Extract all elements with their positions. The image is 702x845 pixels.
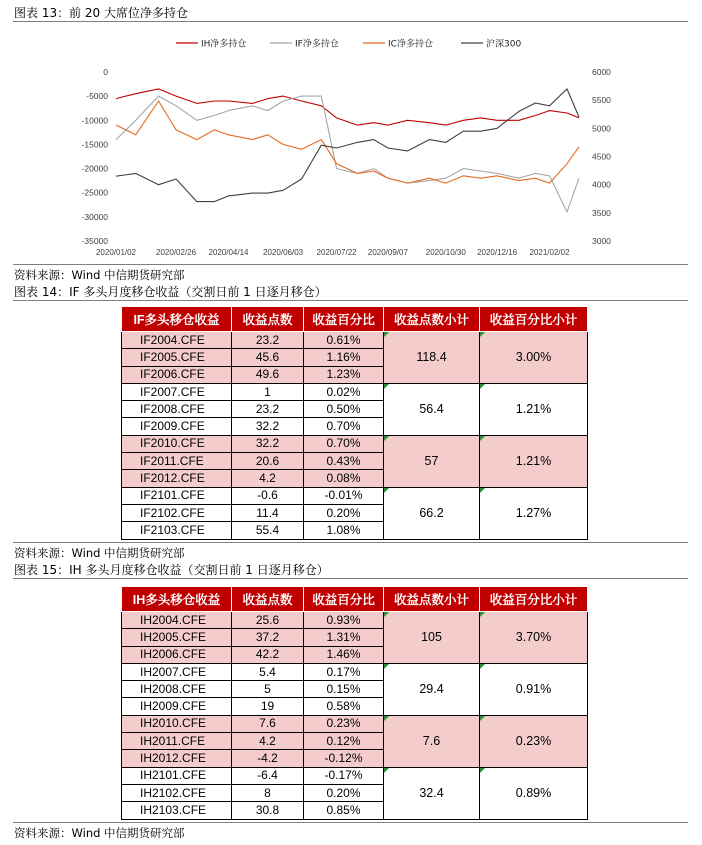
comment-marker-icon	[384, 384, 389, 389]
subtotal-percent	[480, 383, 588, 435]
return-points: 32.2	[232, 435, 304, 452]
return-percent: 1.31%	[304, 629, 384, 646]
x-tick-label: 2020/07/22	[316, 248, 357, 257]
return-percent: 0.50%	[304, 401, 384, 418]
subtotal-percent	[480, 612, 588, 664]
figure-13-rule	[13, 21, 688, 22]
subtotal-points	[384, 487, 480, 539]
chart-axes	[82, 67, 612, 257]
return-points: 4.2	[232, 733, 304, 750]
comment-marker-icon	[480, 768, 485, 773]
return-points: 25.6	[232, 612, 304, 629]
return-percent: 0.85%	[304, 802, 384, 819]
figure-15-title: 图表 15：IH 多头月度移仓收益（交割日前 1 日逐月移仓）	[14, 563, 329, 577]
figure-14-rule	[13, 300, 688, 301]
return-percent: 1.23%	[304, 366, 384, 383]
table-row	[122, 612, 588, 629]
return-percent: -0.17%	[304, 767, 384, 784]
return-points: 42.2	[232, 646, 304, 663]
return-points: 37.2	[232, 629, 304, 646]
return-points: 5.4	[232, 663, 304, 680]
subtotal-percent-value: 0.91%	[515, 681, 552, 696]
figure-13-title: 图表 13：前 20 大席位净多持仓	[14, 6, 188, 20]
legend-label: IF净多持仓	[295, 39, 339, 50]
return-percent: 1.16%	[304, 349, 384, 366]
contract-code: IF2004.CFE	[122, 332, 232, 349]
contract-code: IH2008.CFE	[122, 681, 232, 698]
net-long-position-chart	[13, 26, 689, 258]
header-cell: 收益百分比	[304, 307, 384, 332]
y-right-tick-label: 4000	[592, 179, 611, 190]
subtotal-points	[384, 332, 480, 384]
return-percent: -0.01%	[304, 487, 384, 504]
return-percent: 0.20%	[304, 784, 384, 801]
y-left-tick-label: -25000	[81, 187, 108, 198]
contract-code: IF2010.CFE	[122, 435, 232, 452]
contract-code: IH2012.CFE	[122, 750, 232, 767]
if-roll-return-table	[121, 306, 588, 540]
comment-marker-icon	[480, 664, 485, 669]
return-percent: 0.20%	[304, 504, 384, 521]
contract-code: IH2007.CFE	[122, 663, 232, 680]
contract-code: IF2101.CFE	[122, 487, 232, 504]
table-row	[122, 332, 588, 349]
header-cell: IF多头移仓收益	[122, 307, 232, 332]
figure-14-title: 图表 14：IF 多头月度移仓收益（交割日前 1 日逐月移仓）	[14, 285, 327, 299]
subtotal-percent-value: 1.21%	[515, 453, 552, 468]
series-line-2	[116, 96, 579, 212]
table-row	[122, 663, 588, 680]
x-tick-label: 2020/10/30	[425, 248, 466, 257]
figure-13-source: 资料来源：Wind 中信期货研究部	[14, 268, 185, 282]
subtotal-percent	[480, 435, 588, 487]
y-left-tick-label: -20000	[81, 163, 108, 174]
return-points: 49.6	[232, 366, 304, 383]
x-tick-label: 2020/12/16	[477, 248, 518, 257]
comment-marker-icon	[480, 332, 485, 337]
y-left-tick-label: -5000	[86, 91, 108, 102]
ih-roll-return-table	[121, 586, 588, 820]
return-points: -0.6	[232, 487, 304, 504]
contract-code: IF2005.CFE	[122, 349, 232, 366]
header-cell: 收益点数	[232, 307, 304, 332]
comment-marker-icon	[384, 436, 389, 441]
return-percent: 1.08%	[304, 522, 384, 539]
subtotal-percent-value: 3.00%	[515, 349, 552, 364]
return-percent: 0.23%	[304, 715, 384, 732]
return-points: -4.2	[232, 750, 304, 767]
contract-code: IF2008.CFE	[122, 401, 232, 418]
figure-14-bottom-rule	[13, 542, 688, 543]
figure-15-source: 资料来源：Wind 中信期货研究部	[14, 826, 185, 840]
figure-15-bottom-rule	[13, 822, 688, 823]
header-cell: 收益点数小计	[384, 587, 480, 612]
return-percent: 0.58%	[304, 698, 384, 715]
comment-marker-icon	[384, 332, 389, 337]
comment-marker-icon	[480, 612, 485, 617]
y-right-tick-label: 6000	[592, 67, 611, 77]
return-percent: 1.46%	[304, 646, 384, 663]
contract-code: IF2011.CFE	[122, 453, 232, 470]
subtotal-points	[384, 663, 480, 715]
comment-marker-icon	[384, 768, 389, 773]
y-left-tick-label: -30000	[81, 211, 108, 222]
subtotal-points	[384, 767, 480, 819]
y-right-tick-label: 5500	[592, 95, 611, 106]
return-percent: 0.61%	[304, 332, 384, 349]
comment-marker-icon	[480, 716, 485, 721]
return-percent: 0.17%	[304, 663, 384, 680]
subtotal-percent-value: 3.70%	[515, 629, 552, 644]
return-points: 4.2	[232, 470, 304, 487]
legend-label: IH净多持仓	[201, 39, 247, 50]
subtotal-percent	[480, 487, 588, 539]
contract-code: IH2010.CFE	[122, 715, 232, 732]
subtotal-points-value: 57	[424, 453, 439, 468]
comment-marker-icon	[384, 664, 389, 669]
subtotal-percent	[480, 767, 588, 819]
return-points: 55.4	[232, 522, 304, 539]
chart-series	[116, 89, 579, 212]
table-row	[122, 435, 588, 452]
x-tick-label: 2020/01/02	[95, 248, 137, 257]
subtotal-percent-value: 0.89%	[515, 785, 552, 800]
header-cell: IH多头移仓收益	[122, 587, 232, 612]
header-cell: 收益百分比小计	[480, 307, 588, 332]
subtotal-percent-value: 1.27%	[515, 505, 552, 520]
contract-code: IH2101.CFE	[122, 767, 232, 784]
contract-code: IF2007.CFE	[122, 383, 232, 400]
return-points: 30.8	[232, 802, 304, 819]
return-percent: -0.12%	[304, 750, 384, 767]
comment-marker-icon	[480, 436, 485, 441]
contract-code: IH2102.CFE	[122, 784, 232, 801]
figure-14-source: 资料来源：Wind 中信期货研究部	[14, 546, 185, 560]
header-cell: 收益点数	[232, 587, 304, 612]
x-tick-label: 2020/06/03	[263, 248, 304, 257]
return-percent: 0.43%	[304, 453, 384, 470]
y-left-tick-label: -35000	[81, 236, 108, 246]
legend-label: IC净多持仓	[388, 39, 433, 50]
subtotal-points	[384, 612, 480, 664]
comment-marker-icon	[384, 716, 389, 721]
return-percent: 0.12%	[304, 733, 384, 750]
series-line-4	[116, 89, 579, 202]
contract-code: IH2004.CFE	[122, 612, 232, 629]
subtotal-percent-value: 0.23%	[515, 733, 552, 748]
subtotal-points-value: 56.4	[419, 401, 444, 416]
subtotal-points	[384, 383, 480, 435]
return-points: 11.4	[232, 504, 304, 521]
return-percent: 0.02%	[304, 383, 384, 400]
subtotal-points-value: 29.4	[419, 681, 444, 696]
contract-code: IH2011.CFE	[122, 733, 232, 750]
return-points: 23.2	[232, 401, 304, 418]
subtotal-points-value: 118.4	[416, 349, 447, 364]
return-points: 45.6	[232, 349, 304, 366]
return-points: 20.6	[232, 453, 304, 470]
contract-code: IF2009.CFE	[122, 418, 232, 435]
comment-marker-icon	[480, 488, 485, 493]
y-left-tick-label: -15000	[81, 139, 108, 150]
table-row	[122, 715, 588, 732]
comment-marker-icon	[384, 488, 389, 493]
header-cell: 收益百分比	[304, 587, 384, 612]
contract-code: IF2102.CFE	[122, 504, 232, 521]
return-points: 7.6	[232, 715, 304, 732]
table-row	[122, 487, 588, 504]
subtotal-percent	[480, 332, 588, 384]
subtotal-percent-value: 1.21%	[515, 401, 552, 416]
subtotal-points-value: 32.4	[419, 785, 444, 800]
subtotal-points-value: 105	[421, 629, 442, 644]
subtotal-percent	[480, 715, 588, 767]
header-cell: 收益点数小计	[384, 307, 480, 332]
return-percent: 0.70%	[304, 418, 384, 435]
contract-code: IH2009.CFE	[122, 698, 232, 715]
subtotal-points	[384, 715, 480, 767]
series-line-1	[116, 89, 579, 125]
contract-code: IF2103.CFE	[122, 522, 232, 539]
contract-code: IH2006.CFE	[122, 646, 232, 663]
comment-marker-icon	[384, 612, 389, 617]
return-percent: 0.70%	[304, 435, 384, 452]
return-points: 32.2	[232, 418, 304, 435]
y-right-tick-label: 3000	[592, 236, 611, 246]
subtotal-percent	[480, 663, 588, 715]
contract-code: IH2005.CFE	[122, 629, 232, 646]
y-right-tick-label: 5000	[592, 123, 611, 134]
y-right-tick-label: 4500	[592, 151, 611, 162]
x-tick-label: 2020/09/07	[367, 248, 408, 257]
subtotal-points-value: 66.2	[419, 505, 444, 520]
figure-15-rule	[13, 578, 688, 579]
contract-code: IH2103.CFE	[122, 802, 232, 819]
return-points: -6.4	[232, 767, 304, 784]
return-points: 19	[232, 698, 304, 715]
figure-13-bottom-rule	[13, 264, 688, 265]
y-left-tick-label: -10000	[81, 115, 108, 126]
return-points: 23.2	[232, 332, 304, 349]
x-tick-label: 2021/02/02	[529, 248, 570, 257]
return-points: 5	[232, 681, 304, 698]
x-tick-label: 2020/04/14	[208, 248, 249, 257]
return-percent: 0.15%	[304, 681, 384, 698]
table-row	[122, 383, 588, 400]
chart-legend	[176, 38, 521, 50]
contract-code: IF2006.CFE	[122, 366, 232, 383]
return-points: 8	[232, 784, 304, 801]
comment-marker-icon	[480, 384, 485, 389]
legend-label: 沪深300	[486, 39, 522, 50]
x-tick-label: 2020/02/26	[156, 248, 197, 257]
y-left-tick-label: 0	[103, 67, 108, 77]
header-cell: 收益百分比小计	[480, 587, 588, 612]
return-percent: 0.93%	[304, 612, 384, 629]
subtotal-points	[384, 435, 480, 487]
return-percent: 0.08%	[304, 470, 384, 487]
return-points: 1	[232, 383, 304, 400]
subtotal-points-value: 7.6	[422, 733, 441, 748]
table-row	[122, 767, 588, 784]
y-right-tick-label: 3500	[592, 207, 611, 218]
contract-code: IF2012.CFE	[122, 470, 232, 487]
